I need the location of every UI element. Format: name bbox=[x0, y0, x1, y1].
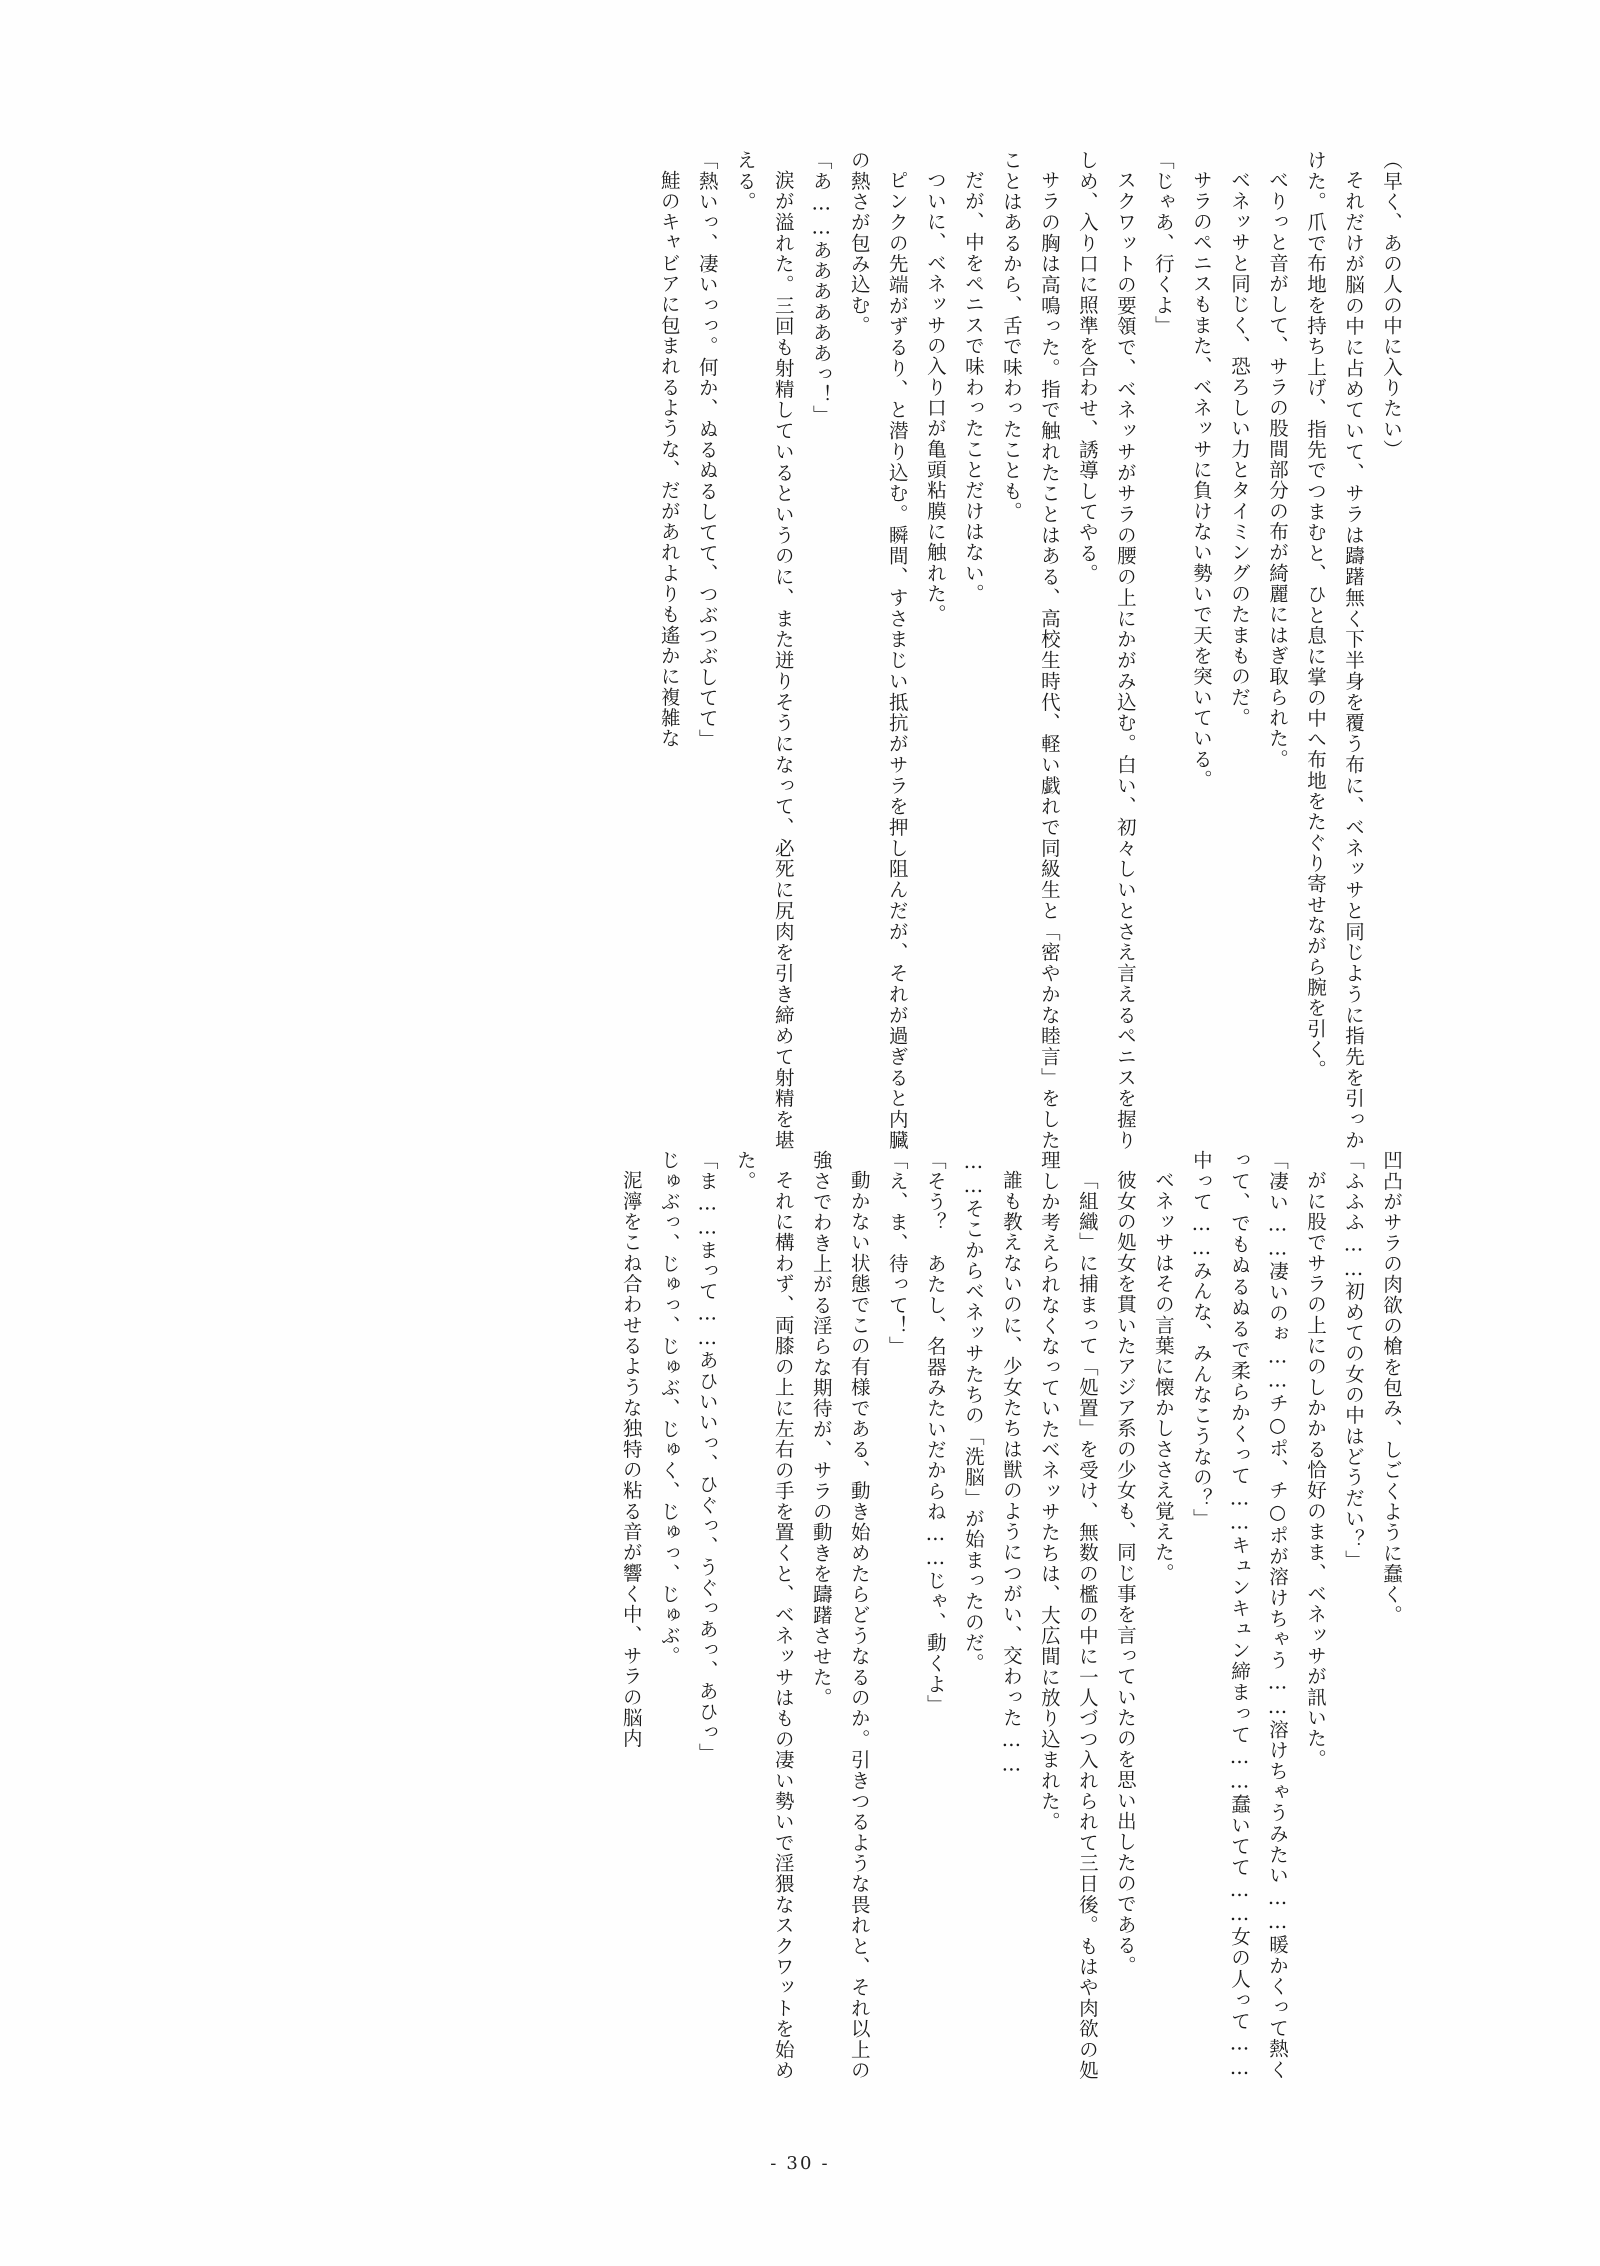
paragraph: それに構わず、両膝の上に左右の手を置くと、ベネッサはもの凄い勢いで淫猥なスクワットを始めた。 bbox=[733, 1150, 795, 2080]
paragraph: 「あ……ああああああっ！」 bbox=[809, 150, 833, 426]
paragraph: 「じゃあ、行くよ」 bbox=[1151, 150, 1175, 337]
paragraph: 「ま……まって……あひいいっ、ひぐっ、うぐっあっ、あひっ」 bbox=[695, 1150, 719, 1764]
paragraph: スクワットの要領で、ベネッサがサラの腰の上にかがみ込む。白い、初々しいとさえ言えるペニスを握りしめ、入り口に照準を合わせ、誘導してやる。 bbox=[1075, 150, 1137, 1150]
paragraph: 「そう？ あたし、名器みたいだからね……じゃ、動くよ」 bbox=[923, 1150, 947, 1716]
paragraph: サラのペニスもまた、ベネッサに負けない勢いで天を突いている。 bbox=[1189, 169, 1213, 790]
paragraph: 涙が溢れた。三回も射精しているというのに、また迸りそうになって、必死に尻肉を引き締めて射精を堪える。 bbox=[733, 150, 795, 1150]
paragraph: 「え、ま、待って！」 bbox=[885, 1150, 909, 1357]
paragraph: ……そこからベネッサたちの「洗脳」が始まったのだ。 bbox=[961, 1150, 985, 1674]
paragraph: だが、中をペニスで味わったことだけはない。 bbox=[961, 169, 985, 604]
paragraph: ベネッサはその言葉に懐かしささえ覚えた。 bbox=[1151, 1169, 1175, 1583]
page-number: - 30 - bbox=[770, 2153, 830, 2174]
paragraph: 「凄い……凄いのぉ……チ○ポ、チ○ポが溶けちゃう……溶けちゃうみたい……暖かくって熱くって、でもぬるぬるで柔らかくって……キュンキュン締まって……蠢いてて……女の人って……中って……みんな、みんなこうなの？」 bbox=[1189, 1150, 1289, 2080]
paragraph: 「熱いっ、凄いっっ。何か、ぬるぬるしてて、つぶつぶしてて」 bbox=[695, 150, 719, 750]
paragraph: ベネッサと同じく、恐ろしい力とタイミングのたまものだ。 bbox=[1227, 169, 1251, 728]
paragraph: ついに、ベネッサの入り口が亀頭粘膜に触れた。 bbox=[923, 169, 947, 625]
paragraph: それだけが脳の中に占めていて、サラは躊躇無く下半身を覆う布に、ベネッサと同じように指先を引っかけた。爪で布地を持ち上げ、指先でつまむと、ひと息に掌の中へ布地をたぐり寄せながら腕を引く。 bbox=[1303, 150, 1365, 1150]
paragraph: 「ふふふ……初めての女の中はどうだい？」 bbox=[1341, 1150, 1365, 1571]
paragraph: 鮭のキャビアに包まれるような、だがあれよりも遙かに複雑な bbox=[657, 169, 681, 749]
paragraph: 泥濘をこね合わせるような独特の粘る音が響く中、サラの脳内 bbox=[619, 1169, 643, 1749]
paragraph: 「組織」に捕まって「処置」を受け、無数の檻の中に一人づつ入れられて三日後。もはや肉欲の処理しか考えられなくなっていたベネッサたちは、大広間に放り込まれた。 bbox=[1037, 1150, 1099, 2080]
paragraph: 動かない状態でこの有様である、動き始めたらどうなるのか。引きつるような畏れと、それ以上の強さでわき上がる淫らな期待が、サラの動きを躊躇させた。 bbox=[809, 1150, 871, 2080]
paragraph: 凹凸がサラの肉欲の槍を包み、しごくように蠢く。 bbox=[1380, 1150, 1403, 1626]
paragraph: じゅぶっ、じゅっ、じゅぶ、じゅく、じゅっ、じゅぶ。 bbox=[657, 1150, 681, 1667]
text-block-upper bbox=[180, 150, 1410, 1150]
paragraph: ピンクの先端がずるり、と潜り込む。瞬間、すさまじい抵抗がサラを押し阻んだが、それが過ぎると内臓の熱さが包み込む。 bbox=[847, 150, 909, 1150]
paragraph: がに股でサラの上にのしかかる恰好のまま、ベネッサが訊いた。 bbox=[1303, 1169, 1327, 1769]
paragraph: 彼女の処女を貫いたアジア系の少女も、同じ事を言っていたのを思い出したのである。 bbox=[1113, 1169, 1137, 1976]
paragraph: （早く、あの人の中に入りたい） bbox=[1380, 150, 1403, 461]
text-block-lower bbox=[180, 1150, 1410, 2080]
paragraph: べりっと音がして、サラの股間部分の布が綺麗にはぎ取られた。 bbox=[1265, 169, 1289, 769]
paragraph: 誰も教えないのに、少女たちは獣のようにつがい、交わった…… bbox=[999, 1169, 1023, 1776]
paragraph: サラの胸は高鳴った。指で触れたことはある、高校生時代、軽い戯れで同級生と「密やかな睦言」をしたことはあるから、舌で味わったことも。 bbox=[999, 150, 1061, 1150]
